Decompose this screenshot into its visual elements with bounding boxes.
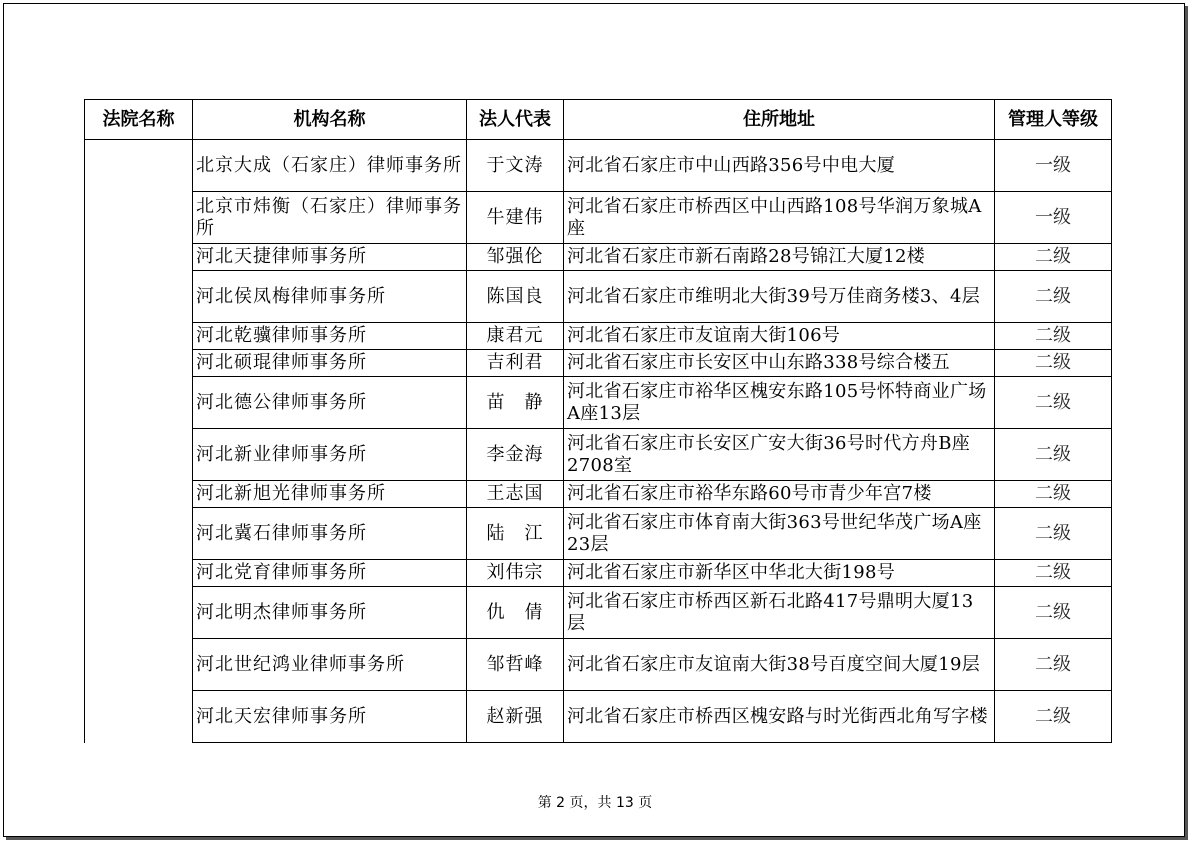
table-row xyxy=(85,481,1112,508)
page-number: 第 2 页，共 13 页 xyxy=(537,795,653,811)
org-name: 河北冀石律师事务所 xyxy=(193,508,467,560)
org-name: 河北天捷律师事务所 xyxy=(193,244,467,271)
table-row xyxy=(85,192,1112,244)
legal-rep: 邹哲峰 xyxy=(467,639,564,691)
address: 河北省石家庄市桥西区中山西路108号华润万象城A座 xyxy=(564,192,995,244)
header-level: 管理人等级 xyxy=(995,100,1112,140)
level: 一级 xyxy=(995,140,1112,192)
level: 二级 xyxy=(995,691,1112,743)
table-row xyxy=(85,271,1112,323)
table-row xyxy=(85,587,1112,639)
address: 河北省石家庄市友谊南大街106号 xyxy=(564,323,995,350)
legal-rep: 吉利君 xyxy=(467,350,564,377)
address: 河北省石家庄市友谊南大街38号百度空间大厦19层 xyxy=(564,639,995,691)
level: 二级 xyxy=(995,244,1112,271)
table-row xyxy=(85,508,1112,560)
legal-rep: 苗 静 xyxy=(467,377,564,429)
org-name: 河北硕琨律师事务所 xyxy=(193,350,467,377)
table-row xyxy=(85,639,1112,691)
org-name: 河北天宏律师事务所 xyxy=(193,691,467,743)
header-org: 机构名称 xyxy=(193,100,467,140)
address: 河北省石家庄市新华区中华北大街198号 xyxy=(564,560,995,587)
level: 一级 xyxy=(995,192,1112,244)
address: 河北省石家庄市长安区中山东路338号综合楼五 xyxy=(564,350,995,377)
table-row xyxy=(85,691,1112,743)
legal-rep: 刘伟宗 xyxy=(467,560,564,587)
address: 河北省石家庄市新石南路28号锦江大厦12楼 xyxy=(564,244,995,271)
level: 二级 xyxy=(995,508,1112,560)
address: 河北省石家庄市桥西区槐安路与时光街西北角写字楼 xyxy=(564,691,995,743)
legal-rep: 于文涛 xyxy=(467,140,564,192)
org-name: 河北乾骥律师事务所 xyxy=(193,323,467,350)
org-name: 河北侯凤梅律师事务所 xyxy=(193,271,467,323)
court-cell xyxy=(85,140,193,743)
level: 二级 xyxy=(995,639,1112,691)
address: 河北省石家庄市维明北大街39号万佳商务楼3、4层 xyxy=(564,271,995,323)
header-rep: 法人代表 xyxy=(467,100,564,140)
address: 河北省石家庄市长安区广安大街36号时代方舟B座2708室 xyxy=(564,429,995,481)
level: 二级 xyxy=(995,481,1112,508)
table-header-row xyxy=(85,100,1112,140)
org-name: 河北新旭光律师事务所 xyxy=(193,481,467,508)
legal-rep: 邹强伦 xyxy=(467,244,564,271)
address: 河北省石家庄市裕华东路60号市青少年宫7楼 xyxy=(564,481,995,508)
level: 二级 xyxy=(995,560,1112,587)
header-addr: 住所地址 xyxy=(564,100,995,140)
level: 二级 xyxy=(995,350,1112,377)
table-row xyxy=(85,323,1112,350)
address: 河北省石家庄市中山西路356号中电大厦 xyxy=(564,140,995,192)
legal-rep: 陆 江 xyxy=(467,508,564,560)
legal-rep: 赵新强 xyxy=(467,691,564,743)
header-court: 法院名称 xyxy=(85,100,193,140)
org-name: 河北明杰律师事务所 xyxy=(193,587,467,639)
table-row xyxy=(85,350,1112,377)
legal-rep: 陈国良 xyxy=(467,271,564,323)
document-page xyxy=(3,3,1185,837)
level: 二级 xyxy=(995,587,1112,639)
address: 河北省石家庄市桥西区新石北路417号鼎明大厦13层 xyxy=(564,587,995,639)
legal-rep: 康君元 xyxy=(467,323,564,350)
org-name: 北京大成（石家庄）律师事务所 xyxy=(193,140,467,192)
legal-rep: 牛建伟 xyxy=(467,192,564,244)
table-row xyxy=(85,560,1112,587)
address: 河北省石家庄市体育南大街363号世纪华茂广场A座23层 xyxy=(564,508,995,560)
level: 二级 xyxy=(995,429,1112,481)
table-row xyxy=(85,377,1112,429)
org-name: 河北德公律师事务所 xyxy=(193,377,467,429)
table-row xyxy=(85,429,1112,481)
table-row xyxy=(85,244,1112,271)
org-name: 北京市炜衡（石家庄）律师事务所 xyxy=(193,192,467,244)
level: 二级 xyxy=(995,377,1112,429)
level: 二级 xyxy=(995,271,1112,323)
org-name: 河北新业律师事务所 xyxy=(193,429,467,481)
administrator-table xyxy=(84,99,1112,743)
level: 二级 xyxy=(995,323,1112,350)
org-name: 河北世纪鸿业律师事务所 xyxy=(193,639,467,691)
legal-rep: 仇 倩 xyxy=(467,587,564,639)
legal-rep: 李金海 xyxy=(467,429,564,481)
legal-rep: 王志国 xyxy=(467,481,564,508)
address: 河北省石家庄市裕华区槐安东路105号怀特商业广场A座13层 xyxy=(564,377,995,429)
table-row xyxy=(85,140,1112,192)
org-name: 河北党育律师事务所 xyxy=(193,560,467,587)
